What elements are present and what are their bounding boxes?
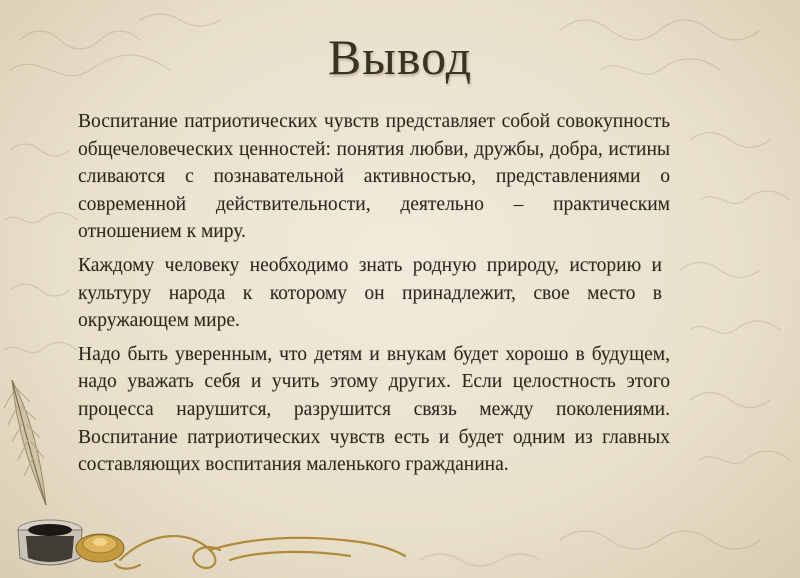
paragraph: Воспитание патриотических чувств представляет собой совокупность общечеловеческих ценностей: понятия любви, дружбы, добра, истины сливаются с познавательной активностью, представлениями о современной действительности, деятельно – практическим отношением к миру. — [78, 111, 670, 243]
conclusion-text — [78, 108, 670, 485]
paragraph: Каждому человеку необходимо знать родную природу, историю и культуру народа к которому он принадлежит, свое место в окружающем мире. — [78, 254, 662, 332]
page-title: Вывод — [327, 29, 473, 85]
gold-flourish-icon — [80, 520, 410, 578]
paragraph: Надо быть уверенным, что детям и внукам будет хорошо в будущем, надо уважать себя и учить этому других. Если целостность этого процесса нарушится, разрушится связь между поколениями. Воспитание патриотических чувств есть и будет одним из главных составляющих воспитания маленького гражданина. — [78, 343, 670, 476]
